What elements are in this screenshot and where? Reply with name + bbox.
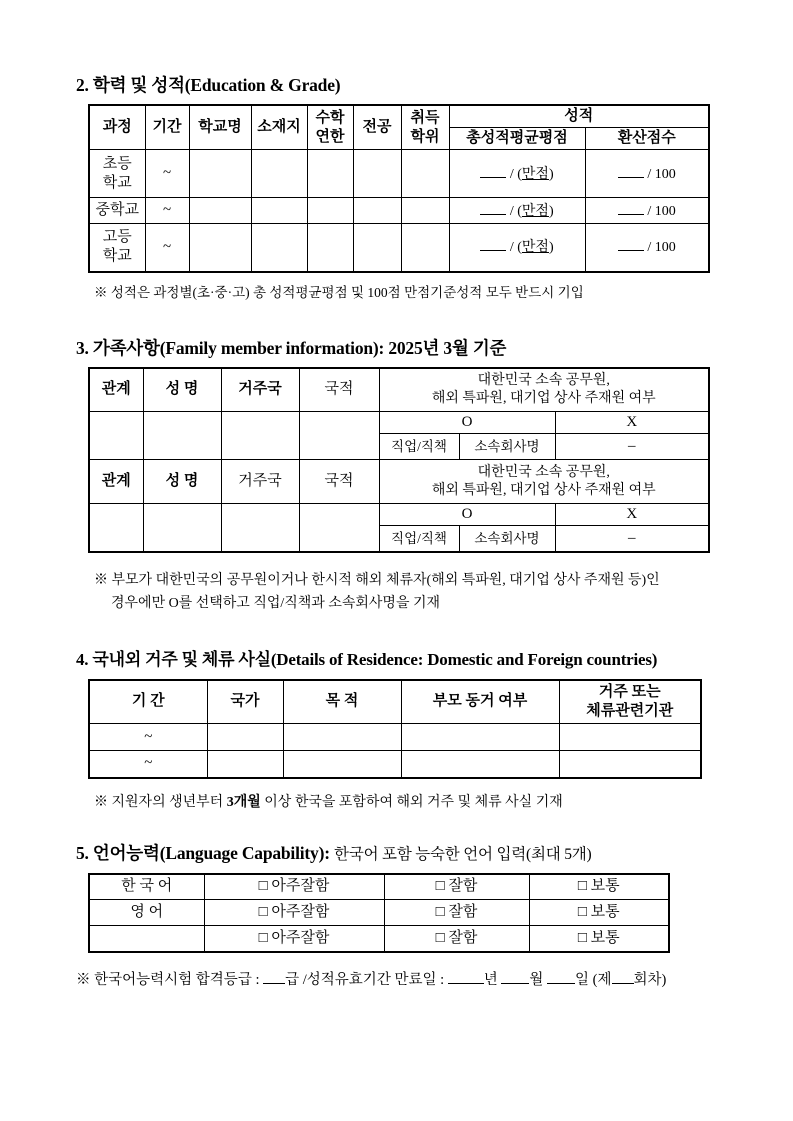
header-relation: 관계 [89,460,143,504]
header-period: 기 간 [89,680,207,724]
checkbox-icon: □ [435,904,445,920]
checkbox-icon: □ [258,929,268,946]
section3-title: 3. 가족사항(Family member information): 2025년 3월 기준 [76,337,507,358]
residence-cell [221,504,299,552]
blank-line [480,237,506,251]
period-cell: ~ [145,150,189,198]
education-note: ※ 성적은 과정별(초·중·고) 총 성적평균평점 및 100점 만점기준성적 모두 반드시 기입 [94,284,584,300]
table-row [89,926,669,952]
option-cell [384,900,529,926]
header-major: 전공 [353,105,401,150]
table-row [89,724,701,751]
empty-cell [251,150,307,198]
family-note: ※ 부모가 대한민국의 공무원이거나 한시적 해외 체류자(해외 특파원, 대기업 상사 주재원 등)인 경우에만 O를 선택하고 직업/직책과 소속회사명을 기재 [94,572,660,611]
header-grade: 성적 [449,105,709,128]
option-cell [204,874,384,900]
option-label: 보통 [590,878,620,895]
language-cell: 한 국 어 [89,874,204,900]
header-period: 기간 [145,105,189,150]
job-title-label: 직업/직책 [379,526,459,552]
blank-line [547,970,575,984]
empty-cell [401,224,449,272]
empty-cell [251,198,307,224]
gpa-cell: / (만점) [449,150,585,198]
option-cell [529,900,669,926]
company-name-label: 소속회사명 [459,526,555,552]
option-label: 잘함 [448,929,478,946]
header-name: 성 명 [143,460,221,504]
job-title-label: 직업/직책 [379,434,459,460]
section2-title: 2. 학력 및 성적(Education & Grade) [76,75,341,95]
header-school-name: 학교명 [189,105,251,150]
period-cell: ~ [89,751,207,778]
header-gpa: 총성적평균평점 [449,128,585,150]
blank-line [618,164,644,178]
empty-cell [401,751,559,778]
option-label: 아주잘함 [271,878,330,895]
course-cell: 고등 학교 [89,224,145,272]
nationality-cell [299,504,379,552]
option-label: 보통 [590,904,620,920]
empty-cell [283,724,401,751]
checkbox-icon: □ [435,929,445,946]
header-converted-score: 환산점수 [585,128,709,150]
language-cell: 영 어 [89,900,204,926]
empty-cell [189,224,251,272]
option-label: 아주잘함 [271,929,330,946]
header-nationality: 국적 [299,368,379,412]
empty-cell [207,751,283,778]
empty-cell [559,724,701,751]
checkbox-icon: □ [435,878,445,895]
empty-cell [353,224,401,272]
option-label: 아주잘함 [271,904,330,920]
header-nationality: 국적 [299,460,379,504]
blank-line [612,970,634,984]
option-cell [529,874,669,900]
header-name: 성 명 [143,368,221,412]
gpa-cell: / (만점) [449,198,585,224]
blank-line [263,970,285,984]
empty-cell [401,198,449,224]
checkbox-icon: □ [577,929,587,946]
blank-line [448,970,484,984]
option-label: 잘함 [448,878,478,895]
section5-title: 5. 언어능력(Language Capability): 한국어 포함 능숙한 언어 입력(최대 5개) [76,842,592,863]
option-cell [204,900,384,926]
residence-header-row [89,680,701,724]
empty-cell [283,751,401,778]
header-related-organization: 거주 또는 체류관련기관 [559,680,701,724]
table-row [89,874,669,900]
language-exam-note: ※ 한국어능력시험 합격등급 : 급 /성적유효기간 만료일 : 년 월 일 (제 회차) [76,971,667,988]
table-row [89,412,709,434]
checkbox-icon: □ [258,878,268,895]
table-row [89,504,709,526]
family-header-row [89,460,709,504]
blank-line [618,201,644,215]
header-degree: 취득 학위 [401,105,449,150]
period-cell: ~ [145,198,189,224]
empty-cell [401,724,559,751]
section4-title: 4. 국내외 거주 및 체류 사실(Details of Residence: Domestic and Foreign countries) [76,649,658,669]
option-label: 보통 [590,929,620,946]
option-label: 잘함 [448,904,478,920]
table-row [89,751,701,778]
empty-cell [401,150,449,198]
family-table [88,367,710,553]
option-cell [204,926,384,952]
empty-cell [307,198,353,224]
empty-cell [189,198,251,224]
nationality-cell [299,412,379,460]
course-cell: 중학교 [89,198,145,224]
x-option-cell: X [555,504,709,526]
empty-cell [353,150,401,198]
empty-cell [559,751,701,778]
option-cell [529,926,669,952]
language-cell [89,926,204,952]
dash-cell: – [555,526,709,552]
blank-line [618,237,644,251]
converted-score-cell: / 100 [585,198,709,224]
family-header-row [89,368,709,412]
empty-cell [207,724,283,751]
header-residence-country: 거주국 [221,460,299,504]
header-official-status: 대한민국 소속 공무원, 해외 특파원, 대기업 상사 주재원 여부 [379,460,709,504]
empty-cell [353,198,401,224]
name-cell [143,412,221,460]
language-table [88,873,670,953]
header-residence-country: 거주국 [221,368,299,412]
checkbox-icon: □ [577,878,587,895]
option-cell [384,926,529,952]
header-course: 과정 [89,105,145,150]
header-country: 국가 [207,680,283,724]
residence-table [88,679,702,779]
empty-cell [251,224,307,272]
converted-score-cell: / 100 [585,150,709,198]
relation-cell [89,412,143,460]
company-name-label: 소속회사명 [459,434,555,460]
option-cell [384,874,529,900]
header-living-with-parents: 부모 동거 여부 [401,680,559,724]
header-official-status: 대한민국 소속 공무원, 해외 특파원, 대기업 상사 주재원 여부 [379,368,709,412]
blank-line [480,164,506,178]
empty-cell [307,150,353,198]
o-option-cell: O [379,504,555,526]
relation-cell [89,504,143,552]
period-cell: ~ [89,724,207,751]
table-row [89,224,709,272]
header-relation: 관계 [89,368,143,412]
education-table [88,104,710,273]
empty-cell [307,224,353,272]
name-cell [143,504,221,552]
o-option-cell: O [379,412,555,434]
course-cell: 초등 학교 [89,150,145,198]
table-row [89,150,709,198]
header-location: 소재지 [251,105,307,150]
header-purpose: 목 적 [283,680,401,724]
converted-score-cell: / 100 [585,224,709,272]
table-row [89,198,709,224]
residence-note: ※ 지원자의 생년부터 3개월 이상 한국을 포함하여 해외 거주 및 체류 사실 기재 [94,794,563,810]
header-years: 수학 연한 [307,105,353,150]
empty-cell [189,150,251,198]
x-option-cell: X [555,412,709,434]
residence-cell [221,412,299,460]
checkbox-icon: □ [577,904,587,920]
blank-line [501,970,529,984]
table-row [89,900,669,926]
blank-line [480,201,506,215]
period-cell: ~ [145,224,189,272]
gpa-cell: / (만점) [449,224,585,272]
dash-cell: – [555,434,709,460]
checkbox-icon: □ [258,904,268,920]
